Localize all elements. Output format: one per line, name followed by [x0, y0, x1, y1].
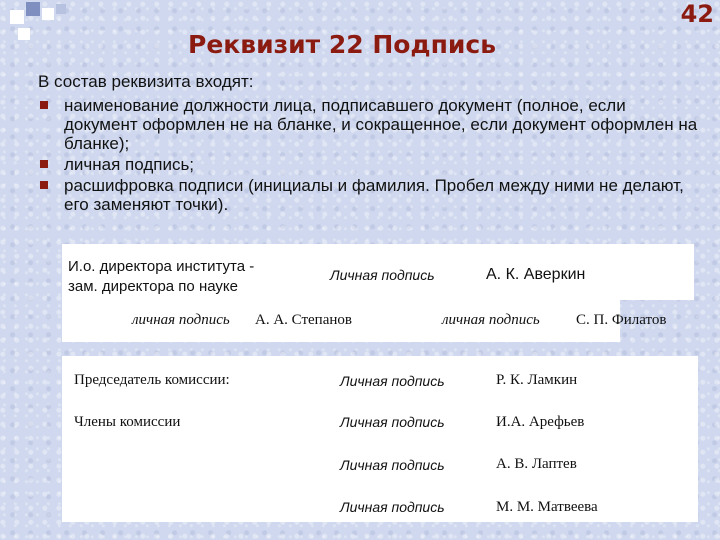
signer-name: С. П. Филатов [576, 312, 667, 328]
signature-placeholder: личная подпись [442, 312, 540, 328]
example-commission-signatures [62, 356, 698, 522]
signature-placeholder: личная подпись [132, 312, 230, 328]
intro-text: В состав реквизита входят: [38, 72, 254, 91]
signature-placeholder: Личная подпись [340, 414, 445, 430]
requisite-list [38, 96, 698, 216]
decor-square [56, 4, 66, 14]
signer-name: А. К. Аверкин [486, 266, 586, 283]
signer-name: И.А. Арефьев [496, 414, 585, 430]
chair-label: Председатель комиссии: [74, 372, 230, 388]
list-item: расшифровка подписи (инициалы и фамилия. Пробел между ними не делают, его заменяют точки). [38, 176, 698, 214]
example-single-signature [62, 244, 694, 300]
signer-name: А. А. Степанов [255, 312, 352, 328]
example-two-signatures [62, 300, 667, 342]
position-line-1: И.о. директора института - [68, 258, 255, 275]
bullet-square-icon [40, 101, 48, 109]
signer-name: М. М. Матвеева [496, 499, 598, 515]
list-item: личная подпись; [38, 155, 698, 174]
decor-square [42, 8, 54, 20]
signature-placeholder: Личная подпись [330, 267, 435, 283]
slide-title: Реквизит 22 Подпись [188, 30, 497, 59]
signature-placeholder: Личная подпись [340, 373, 445, 389]
signer-name: А. В. Лаптев [496, 456, 577, 472]
signature-placeholder: Личная подпись [340, 457, 445, 473]
signature-placeholder: Личная подпись [340, 499, 445, 515]
decor-square [10, 10, 24, 24]
position-line-2: зам. директора по науке [68, 278, 238, 295]
bullet-square-icon [40, 160, 48, 168]
members-label: Члены комиссии [74, 414, 181, 430]
decor-square [26, 2, 40, 16]
list-item: наименование должности лица, подписавшего документ (полное, если документ оформлен не на бланке, и сокращенное, если документ оформлен на бланке); [38, 96, 698, 153]
bullet-square-icon [40, 181, 48, 189]
slide-number: 42 [680, 0, 714, 28]
decor-square [18, 28, 30, 40]
signer-name: Р. К. Ламкин [496, 372, 578, 388]
